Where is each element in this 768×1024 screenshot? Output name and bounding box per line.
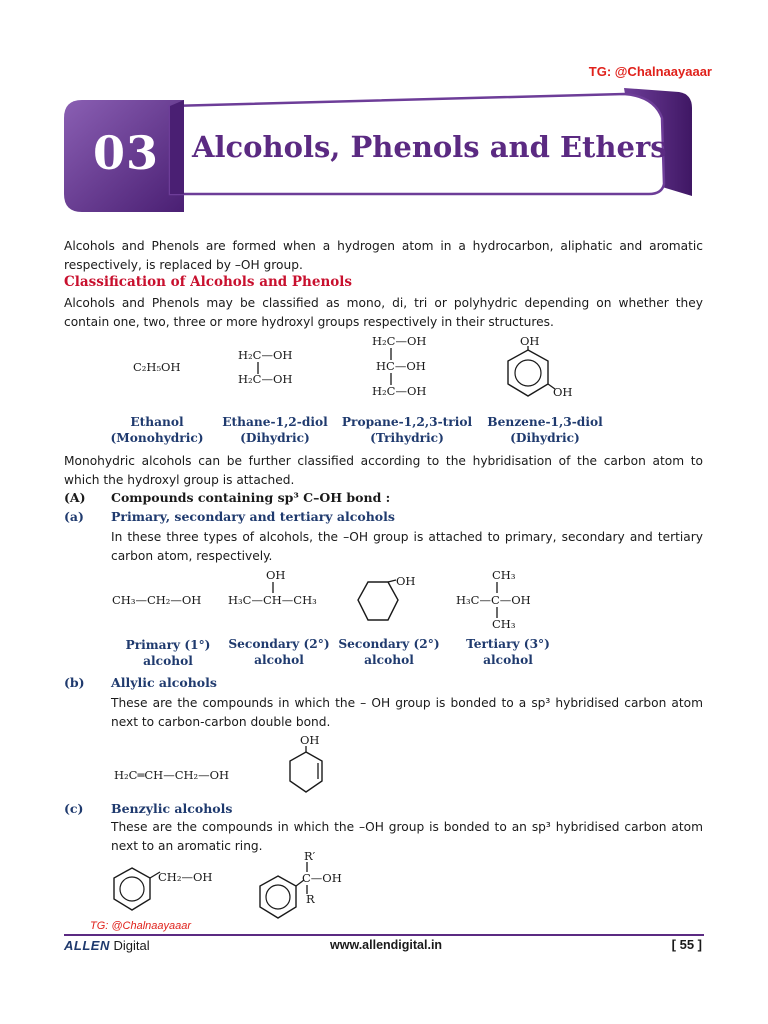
- classification-paragraph: Alcohols and Phenols may be classified as mono, di, tri or polyhydric depending on whether they contain one, two, three or more hydroxyl groups respectively in their structures.: [64, 296, 703, 329]
- section-b-title: Allylic alcohols: [111, 675, 217, 690]
- telegram-watermark-bottom: TG: @Chalnaayaaar: [90, 920, 192, 932]
- intro-paragraph: Alcohols and Phenols are formed when a hydrogen atom in a hydrocarbon, aliphatic and aromatic respectively, is replaced by –OH group.: [64, 239, 703, 272]
- resorcinol-oh-top: OH: [520, 334, 540, 348]
- section-a-title: Primary, secondary and tertiary alcohols: [111, 509, 395, 524]
- section-c-title: Benzylic alcohols: [111, 801, 233, 816]
- propanetriol-line-1: H₂C—OH: [372, 334, 427, 348]
- ethanol-formula: C₂H₅OH: [133, 360, 181, 374]
- footer-url[interactable]: www.allendigital.in: [330, 938, 443, 952]
- propanetriol-name: Propane-1,2,3-triol (Trihydric): [341, 415, 473, 445]
- section-c-label: (c): [64, 801, 84, 816]
- ethanediol-name: Ethane-1,2-diol (Dihydric): [222, 415, 328, 445]
- footer-divider: [64, 934, 704, 936]
- section-a-label: (a): [64, 509, 84, 524]
- primary-name: Primary (1°) alcohol: [125, 638, 211, 668]
- ethanediol-line-1: H₂C—OH: [238, 348, 293, 362]
- section-b-label: (b): [64, 675, 85, 690]
- resorcinol-name: Benzene-1,3-diol (Dihydric): [487, 415, 603, 445]
- section-A-label: (A): [64, 490, 86, 505]
- ethanediol-line-2: H₂C—OH: [238, 372, 293, 386]
- section-A-title: Compounds containing sp³ C–OH bond :: [111, 490, 391, 505]
- tertiary-bottom: CH₃: [492, 617, 516, 631]
- secondary-oh: OH: [266, 568, 286, 582]
- benzene-ring-icon: [252, 870, 308, 924]
- cyclohexenol-oh: OH: [300, 733, 320, 747]
- propanetriol-line-3: H₂C—OH: [372, 384, 427, 398]
- telegram-watermark-top: TG: @Chalnaayaaar: [588, 64, 712, 79]
- primary-formula: CH₃—CH₂—OH: [112, 593, 202, 607]
- benzylic-r-prime: R′: [304, 849, 316, 863]
- page-number: [ 55 ]: [671, 937, 702, 952]
- secondary-name: Secondary (2°) alcohol: [228, 637, 330, 667]
- allyl-alcohol-formula: H₂C═CH—CH₂—OH: [114, 768, 230, 782]
- secondary-formula: H₃C—CH—CH₃: [228, 593, 317, 607]
- section-a-text: In these three types of alcohols, the –OH group is attached to primary, secondary and tertiary carbon atom, respectively.: [111, 530, 703, 563]
- cyclohexanol-name: Secondary (2°) alcohol: [338, 637, 440, 667]
- tertiary-formula: H₃C—C—OH: [456, 593, 531, 607]
- bond-line: [271, 582, 275, 593]
- allen-digital-logo: ALLEN Digital: [64, 938, 150, 953]
- chapter-title: Alcohols, Phenols and Ethers: [192, 130, 667, 164]
- section-c-text: These are the compounds in which the –OH group is bonded to an sp³ hybridised carbon atom next to an aromatic ring.: [111, 820, 703, 853]
- cyclohexanol-oh: OH: [396, 574, 416, 588]
- monohydric-paragraph: Monohydric alcohols can be further classified according to the hybridisation of the carbon atom to which the hydroxyl group is attached.: [64, 454, 703, 487]
- benzene-ring-icon: [106, 862, 162, 916]
- tertiary-name: Tertiary (3°) alcohol: [466, 637, 550, 667]
- resorcinol-oh-side: OH: [553, 385, 573, 399]
- chapter-number: 03: [92, 126, 159, 180]
- classification-heading: Classification of Alcohols and Phenols: [64, 274, 353, 290]
- propanetriol-line-2: HC—OH: [376, 359, 426, 373]
- tertiary-top: CH₃: [492, 568, 516, 582]
- benzyl-ch2oh: CH₂—OH: [158, 870, 213, 884]
- benzene-ring-icon: [498, 346, 558, 404]
- benzylic-r: R: [306, 892, 315, 906]
- ethanol-name: Ethanol (Monohydric): [110, 415, 204, 445]
- section-b-text: These are the compounds in which the – OH group is bonded to a sp³ hybridised carbon atom next to carbon-carbon double bond.: [111, 696, 703, 729]
- chapter-banner: [64, 88, 694, 212]
- bond-line: [495, 582, 499, 593]
- benzylic-c-oh: C—OH: [302, 871, 342, 885]
- cyclohexene-ring-icon: [284, 746, 330, 798]
